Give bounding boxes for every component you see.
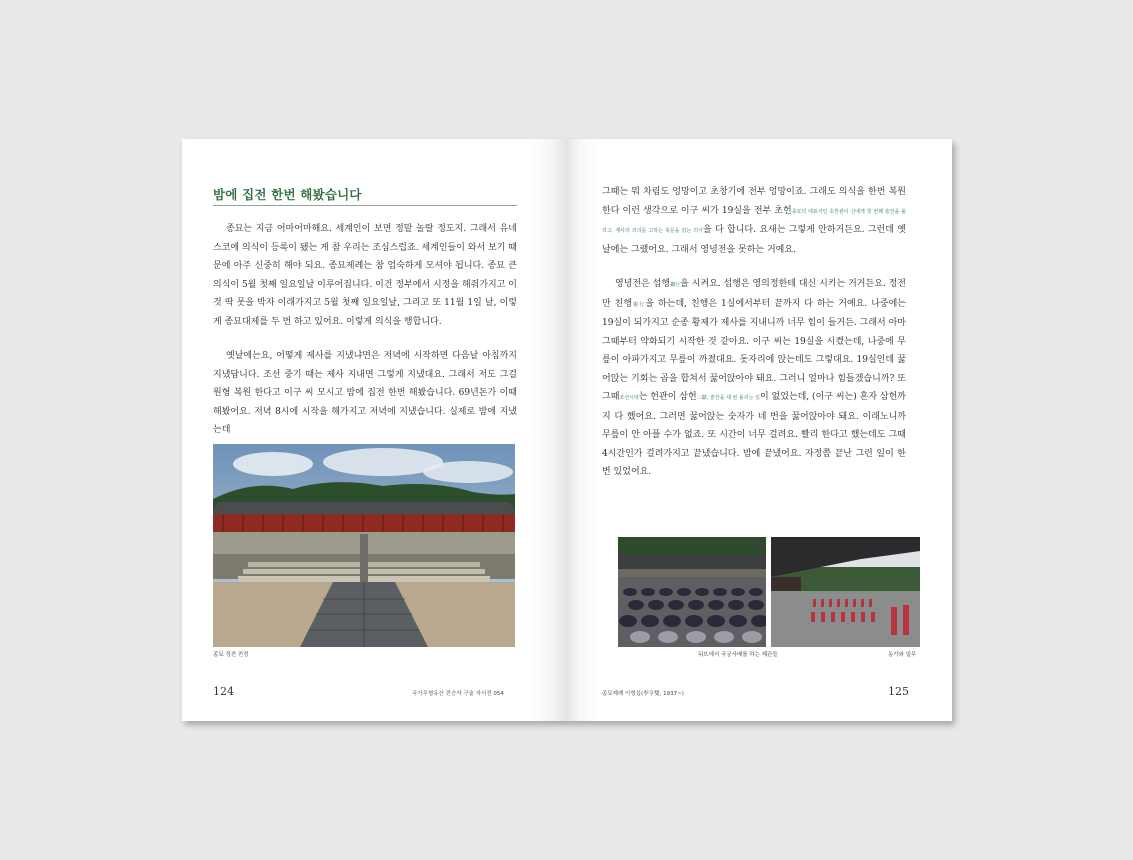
- right-paragraph-2-text-d: 는 헌관이 삼헌: [638, 392, 697, 402]
- gutter-shadow-right: [566, 139, 600, 721]
- photo-caption-jeongjeon: 종묘 정전 전경: [213, 652, 249, 658]
- running-head-right: 종묘제례 이형섭(李亨燮, 1937~): [602, 691, 684, 697]
- left-paragraph-2: 옛날에는요, 어떻게 제사를 지냈냐면은 저녁에 시작하면 다음날 아침까지 지냈답니다. 조선 중기 때는 제사 지내면 그렇게 지냈대요. 그래서 저도 그걸 원형 복원 한다고 이구 씨 모시고 밤에 집전 한번 해봤습니다. 69년돈가 이때 해봤어요. 저녁 8시에 시작을 해가지고 저녁에 지냈습니다. 실제로 밤에 지냈는데: [213, 351, 517, 435]
- book-spread: [182, 139, 952, 721]
- heading-rule: [213, 205, 517, 206]
- photo-caption-bowing: 뒤뜨에서 국궁사배를 하는 제관들: [698, 652, 778, 658]
- running-head-left: 국가무형유산 전승자 구술 자서전 054: [412, 691, 504, 697]
- right-paragraph-2-text-c: 을 하는데, 친행은 1실에서부터 끝까지 다 하는 거예요. 나중에는 19실이 되가지고 순종 황제가 제사를 지내니까 너무 힘이 들거든. 그래서 아마 그때부터 약화되기 시작한 것 같아요. 이구 씨는 19실을 시켰는데, 나중에 무릎이 아파가지고 무릎이 까졌대요. 돗자리에 앉는데도 그렇대요. 19실인데 꿇어앉는 기회는 곱을 합쳐서 꿇어앉아야 돼요. 그러니 얼마나 힘들겠습니까? 또 그때: [602, 298, 906, 402]
- right-paragraph-1: [602, 183, 906, 259]
- right-paragraph-2-text-a: 영녕전은 섭행: [615, 279, 671, 289]
- right-paragraph-1-text-a: 그때는 뭐 차림도 엉망이고 초창기에 전부 엉망이죠. 그래도 의식을 한번 복원한다 이런 생각으로 이구 씨가 19실을 전부 초헌: [602, 187, 906, 216]
- dongga-ilmu-photo: [771, 537, 920, 647]
- right-page: [566, 139, 952, 721]
- section-heading: 밤에 집전 한번 해봤습니다: [213, 187, 362, 202]
- gutter-shadow-left: [526, 139, 566, 721]
- left-paragraph-1: 종묘는 지금 어마어마해요. 세계인이 보면 정말 놀랄 정도지. 그래서 유네스코에 의식이 등록이 됐는 게 참 우리는 조심스럽죠. 세계인들이 와서 보기 때문에 아주 신중히 해야 되요. 종묘제례는 참 엄숙하게 모셔야 됩니다. 종묘 큰 의식이 5월 첫째 일요일날 이루어집니다. 이건 정부에서 시정을 해줘가지고 이것 딱 못을 박자 이래가지고 5월 첫째 일요일날, 그리고 또 11월 1일 날, 이렇게 종묘대제를 두 번 하고 있어요. 이렇게 의식을 행합니다.: [213, 224, 517, 327]
- footnote-samheon: 三獻, 술잔을 세 번 올리는 일: [696, 395, 760, 401]
- page-number-right: 125: [888, 685, 909, 698]
- page-number-left: 124: [213, 685, 234, 698]
- right-paragraph-2-text-e: 이 없었는데, (이구 씨는) 혼자 삼헌까지 다 했어요. 그러면 꿇어앉는 숫자가 네 번을 꿇어앉아야 돼요. 이래노니까 무릎이 안 아플 수가 없죠. 또 시간이 너무 걸려요. 빨리 한다고 했는데도 그때 4시간인가 걸려가지고 끝냈습니다. 밤에 끝냈어요. 자정쯤 끝난 그런 일이 한번 있었어요.: [602, 392, 906, 477]
- footnote-joseon: 조선시대: [619, 395, 639, 401]
- right-paragraph-2: [602, 275, 906, 482]
- right-paragraph-2-text-b: 을 시켜요. 섭행은 영의정한테 대신 시키는 거거든요. 정전만 친행: [602, 279, 906, 309]
- footnote-seophaeng: 攝行: [670, 282, 681, 288]
- right-paragraph-1-text-b: 을 다 합니다. 요새는 그렇게 안하거든요. 그런데 옛날에는 그랬어요. 그래서 영녕전을 못하는 거예요.: [602, 225, 906, 255]
- footnote-chinhaeng: 親行: [632, 301, 646, 308]
- footnote-chohyeon: 종묘의 대표자인 초헌관이 신에게 첫 번째 술잔을 올리고, 제사의 의의를 고하는 축문을 읽는 의식: [602, 208, 906, 234]
- left-page: [182, 139, 566, 721]
- photo-caption-dongga: 동가와 일무: [888, 652, 917, 658]
- jongmyo-jeongjeon-photo: [213, 444, 515, 647]
- ritual-bowing-photo: [618, 537, 766, 647]
